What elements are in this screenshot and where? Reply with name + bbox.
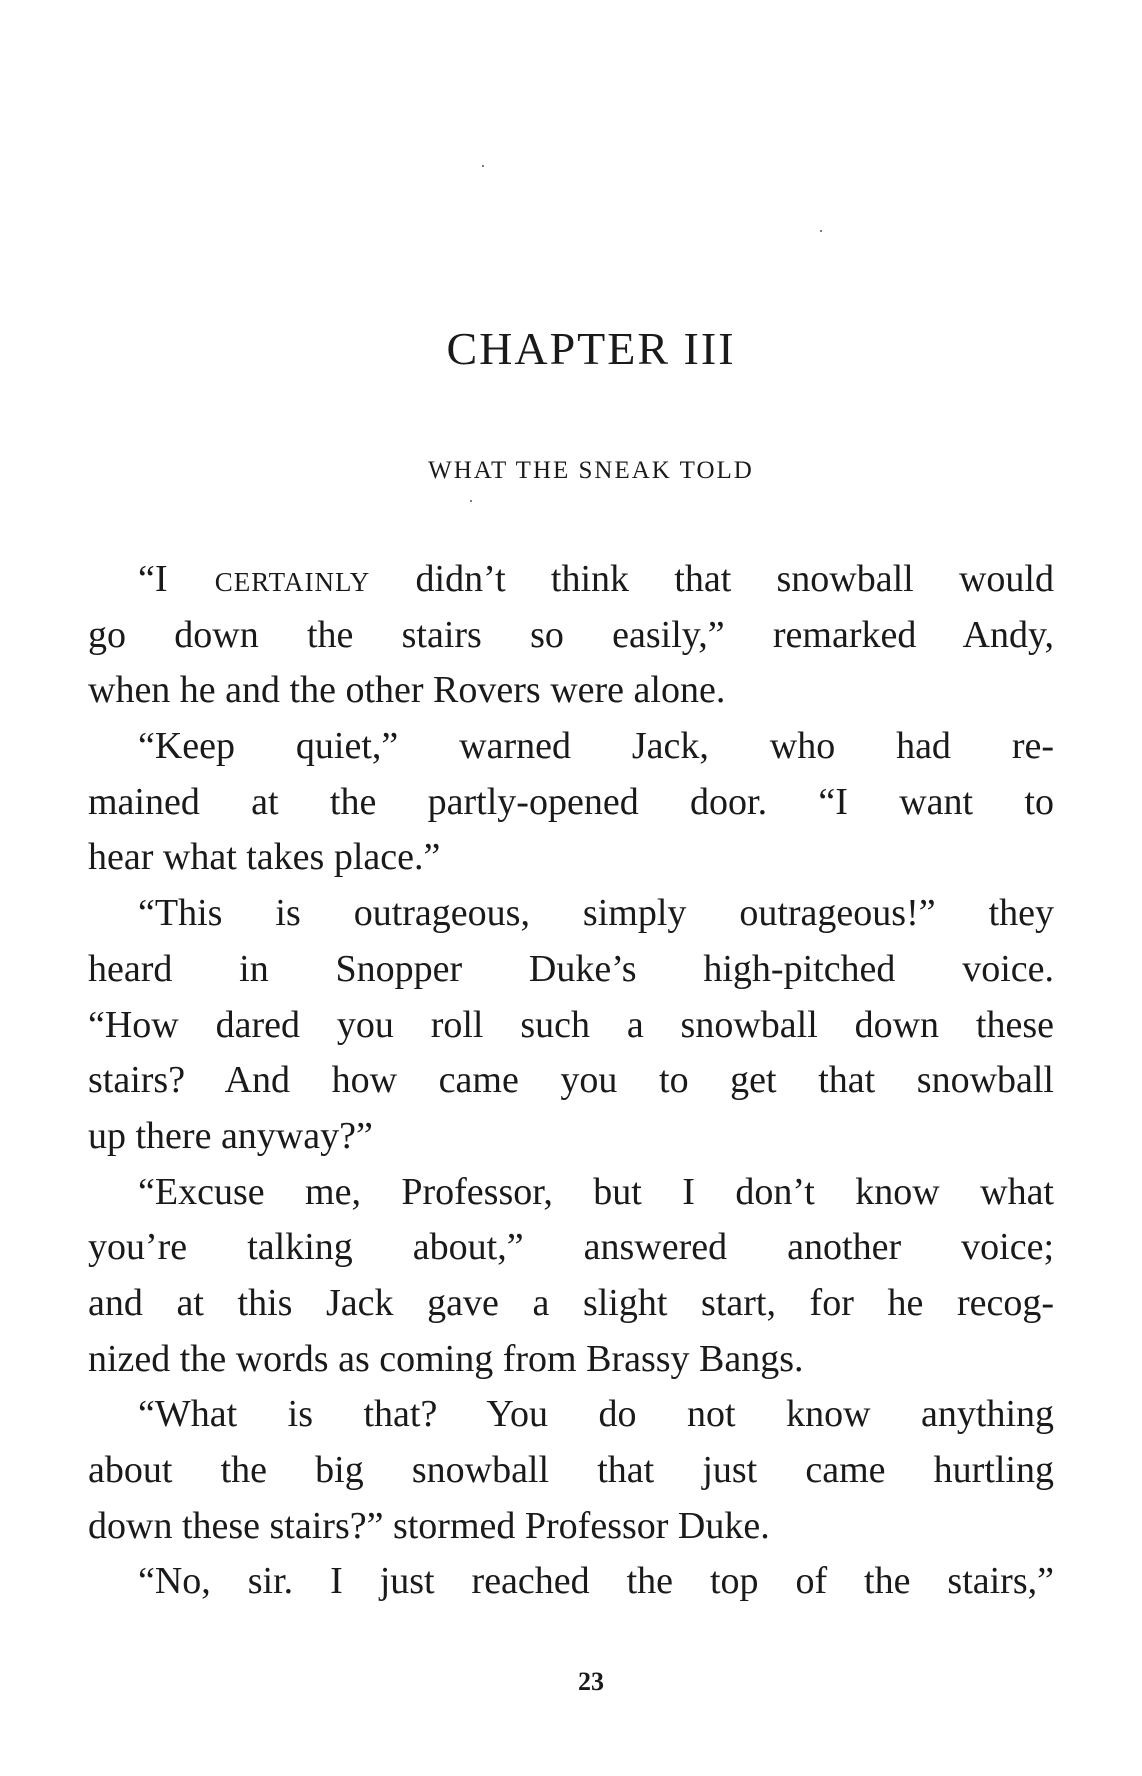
text-line: “How dared you roll such a snowball down these <box>88 1003 1054 1046</box>
text-line-rest: didn’t think that snowball would <box>370 558 1054 600</box>
text-line: “Excuse me, Professor, but I don’t know what <box>138 1170 1054 1213</box>
opening-quote: “ <box>138 558 155 600</box>
text-line: “No, sir. I just reached the top of the stairs,” <box>138 1560 1054 1603</box>
scan-speck <box>482 165 484 167</box>
text-line: and at this Jack gave a slight start, for he recog- <box>88 1281 1054 1324</box>
text-line: when he and the other Rovers were alone. <box>88 669 726 712</box>
text-line: about the big snowball that just came hurtling <box>88 1449 1054 1491</box>
text-line: go down the stairs so easily,” remarked Andy, <box>88 613 1054 656</box>
text-line <box>88 552 1054 608</box>
text-line: “Keep quiet,” warned Jack, who had re- <box>138 725 1054 768</box>
text-line: “What is that? You do not know anything <box>138 1393 1054 1436</box>
text-line: stairs? And how came you to get that snowball <box>88 1059 1054 1102</box>
opening-smallcaps: I certainly <box>154 558 371 600</box>
text-line: you’re talking about,” answered another voice; <box>88 1226 1054 1269</box>
chapter-heading: CHAPTER III <box>446 323 736 374</box>
text-line: nized the words as coming from Brassy Bangs. <box>88 1337 804 1380</box>
scan-speck <box>820 230 822 232</box>
text-line: mained at the partly-opened door. “I want to <box>88 780 1054 823</box>
scan-speck <box>470 500 472 502</box>
text-line: down these stairs?” stormed Professor Duke. <box>88 1504 770 1547</box>
body-text <box>88 552 1054 1610</box>
page-number: 23 <box>578 1667 604 1696</box>
text-line: hear what takes place.” <box>88 836 441 879</box>
chapter-subtitle: WHAT THE SNEAK TOLD <box>428 457 754 484</box>
text-line: “This is outrageous, simply outrageous!” they <box>138 892 1054 935</box>
text-line: up there anyway?” <box>88 1114 373 1157</box>
text-line: heard in Snopper Duke’s high-pitched voice. <box>88 947 1054 990</box>
